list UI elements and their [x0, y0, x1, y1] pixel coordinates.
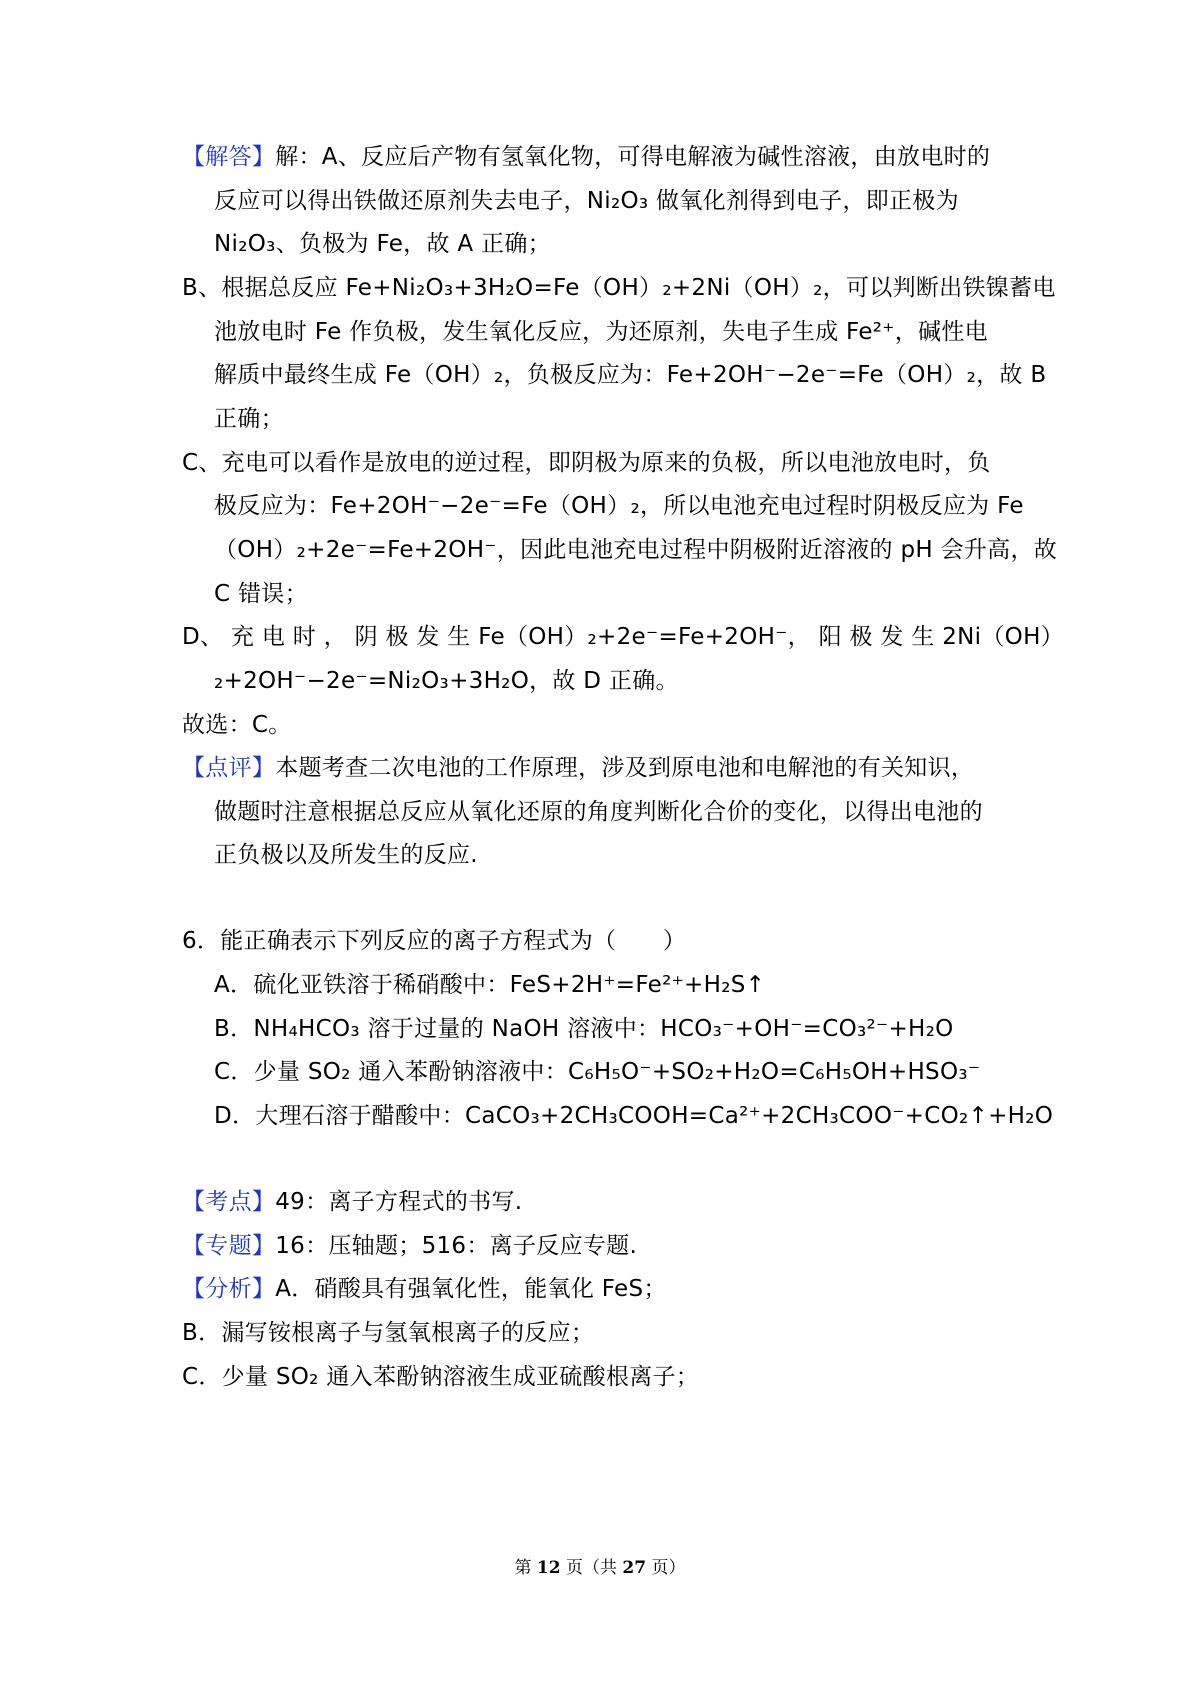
kaodian-line: 【考点】49：离子方程式的书写.: [182, 1189, 523, 1215]
solution-line-11: C 错误；: [214, 581, 308, 607]
comment-tag: 【点评】: [182, 755, 276, 781]
solution-line-12: D、 充 电 时 ， 阴 极 发 生 Fe（OH）₂+2e⁻=Fe+2OH⁻， 阳 极 发 生 2Ni（OH）: [182, 624, 1064, 650]
fenxi-line-3: C．少量 SO₂ 通入苯酚钠溶液生成亚硫酸根离子；: [182, 1364, 700, 1390]
solution-line-7: 正确；: [214, 406, 284, 432]
question-option-c: C．少量 SO₂ 通入苯酚钠溶液中：C₆H₅O⁻+SO₂+H₂O=C₆H₅OH+HSO₃⁻: [214, 1059, 981, 1085]
solution-line-3: Ni₂O₃、负极为 Fe，故 A 正确；: [214, 231, 551, 257]
comment-line-1: 【点评】本题考查二次电池的工作原理，涉及到原电池和电解池的有关知识，: [182, 755, 975, 781]
kaodian-tag: 【考点】: [182, 1189, 276, 1215]
solution-line-8: C、充电可以看作是放电的逆过程，即阴极为原来的负极，所以电池放电时，负: [182, 450, 991, 476]
solution-line-10: （OH）₂+2e⁻=Fe+2OH⁻，因此电池充电过程中阴极附近溶液的 pH 会升高，故: [214, 537, 1058, 563]
comment-line-3: 正负极以及所发生的反应.: [214, 842, 478, 868]
solution-answer: 故选：C。: [182, 712, 292, 738]
question-option-a: A．硫化亚铁溶于稀硝酸中：FeS+2H⁺=Fe²⁺+H₂S↑: [214, 972, 766, 998]
solution-line-6: 解质中最终生成 Fe（OH）₂，负极反应为：Fe+2OH⁻−2e⁻=Fe（OH）₂，故 B: [214, 362, 1047, 388]
fenxi-line-1: 【分析】A．硝酸具有强氧化性，能氧化 FeS；: [182, 1276, 667, 1302]
fenxi-line-2: B．漏写铵根离子与氢氧根离子的反应；: [182, 1320, 595, 1346]
solution-line-1: 【解答】解：A、反应后产物有氢氧化物，可得电解液为碱性溶液，由放电时的: [182, 144, 991, 170]
page-footer: 第 12 页（共 27 页）: [514, 1558, 686, 1578]
solution-line-5: 池放电时 Fe 作负极，发生氧化反应，为还原剂，失电子生成 Fe²⁺，碱性电: [214, 319, 988, 345]
question-stem: 6．能正确表示下列反应的离子方程式为（ ）: [182, 928, 687, 954]
zhuanti-line: 【专题】16：压轴题；516：离子反应专题.: [182, 1233, 638, 1259]
solution-line-4: B、根据总反应 Fe+Ni₂O₃+3H₂O=Fe（OH）₂+2Ni（OH）₂，可以判断出铁镍蓄电: [182, 275, 1056, 301]
solution-line-9: 极反应为：Fe+2OH⁻−2e⁻=Fe（OH）₂，所以电池充电过程时阴极反应为 Fe: [214, 493, 1024, 519]
question-option-d: D．大理石溶于醋酸中：CaCO₃+2CH₃COOH=Ca²⁺+2CH₃COO⁻+CO₂↑+H₂O: [214, 1103, 1054, 1129]
question-option-b: B．NH₄HCO₃ 溶于过量的 NaOH 溶液中：HCO₃⁻+OH⁻=CO₃²⁻+H₂O: [214, 1016, 954, 1042]
zhuanti-tag: 【专题】: [182, 1233, 276, 1259]
page-total: 27: [622, 1558, 647, 1578]
solution-tag: 【解答】: [182, 144, 276, 170]
solution-line-13: ₂+2OH⁻−2e⁻=Ni₂O₃+3H₂O，故 D 正确。: [214, 668, 679, 694]
fenxi-tag: 【分析】: [182, 1276, 276, 1302]
solution-line-2: 反应可以得出铁做还原剂失去电子，Ni₂O₃ 做氧化剂得到电子，即正极为: [214, 188, 959, 214]
comment-line-2: 做题时注意根据总反应从氧化还原的角度判断化合价的变化，以得出电池的: [214, 799, 983, 825]
page-number: 12: [536, 1558, 561, 1578]
